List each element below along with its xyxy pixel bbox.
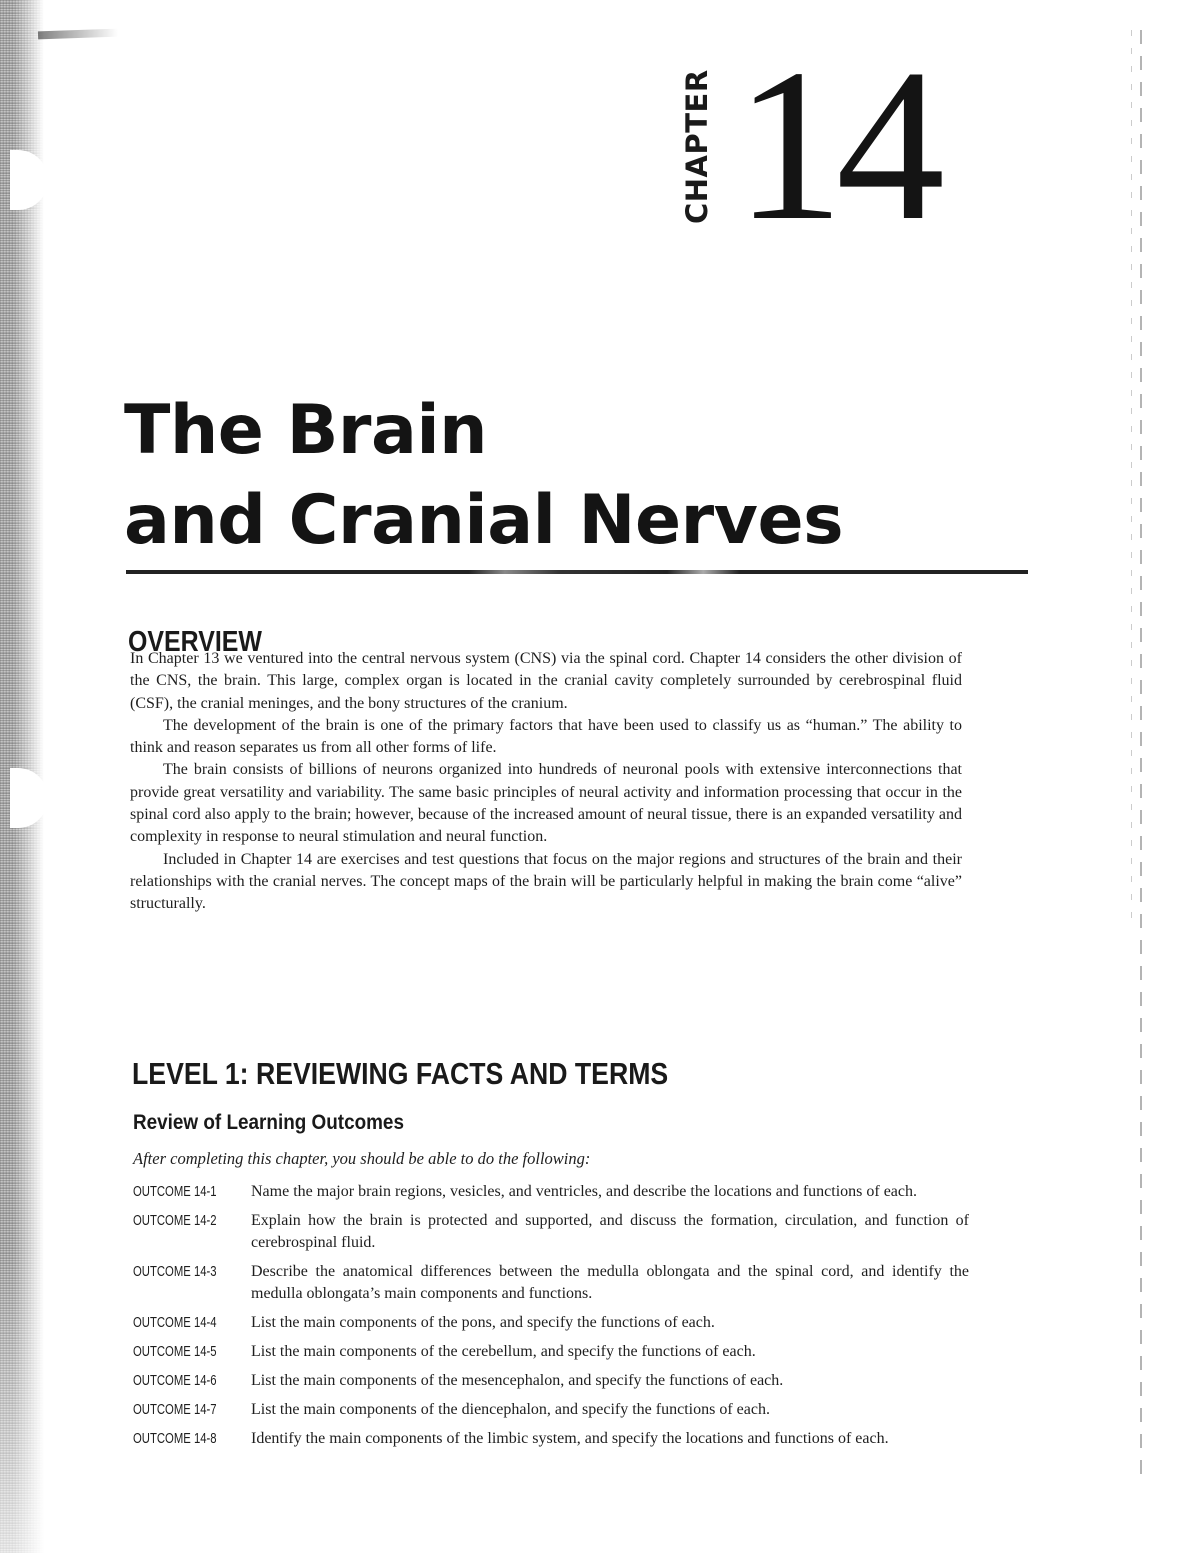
- review-outcomes-heading: Review of Learning Outcomes: [133, 1111, 404, 1134]
- outcome-text: Name the major brain regions, vesicles, and ventricles, and describe the locations and functions of each.: [251, 1183, 917, 1200]
- outcome-text: List the main components of the pons, and specify the functions of each.: [251, 1314, 715, 1331]
- outcome-code: OUTCOME 14-4: [133, 1315, 217, 1331]
- scan-mark-top: [38, 29, 118, 40]
- outcome-code: OUTCOME 14-6: [133, 1373, 217, 1389]
- outcome-text: List the main components of the diencephalon, and specify the functions of each.: [251, 1401, 770, 1418]
- outcome-code: OUTCOME 14-8: [133, 1431, 217, 1447]
- outcome-item: [133, 1181, 969, 1203]
- overview-paragraph-1: In Chapter 13 we ventured into the central nervous system (CNS) via the spinal cord. Chapter 14 considers the other division of the CNS, the brain. This large, complex organ is located in the cranial cavity completely surrounded by cerebrospinal fluid (CSF), the cranial meninges, and the bony structures of the cranium.: [130, 650, 962, 712]
- outcome-item: [133, 1370, 969, 1392]
- outcome-item: [133, 1312, 969, 1334]
- outcomes-list: [133, 1181, 969, 1457]
- outcome-item: [133, 1261, 969, 1305]
- outcome-item: [133, 1341, 969, 1363]
- chapter-title-line-1: The Brain: [124, 391, 488, 470]
- outcome-code: OUTCOME 14-7: [133, 1402, 217, 1418]
- outcome-text: List the main components of the cerebellum, and specify the functions of each.: [251, 1343, 756, 1360]
- overview-paragraph-2: The development of the brain is one of the primary factors that have been used to classify us as “human.” The ability to think and reason separates us from all other forms of life.: [130, 716, 962, 757]
- outcome-item: [133, 1399, 969, 1421]
- outcome-item: [133, 1428, 969, 1450]
- outcome-code: OUTCOME 14-3: [133, 1264, 217, 1280]
- chapter-number: 14: [735, 25, 937, 266]
- outcome-text: Identify the main components of the limbic system, and specify the locations and functions of each.: [251, 1430, 889, 1447]
- outcome-code: OUTCOME 14-2: [133, 1213, 217, 1229]
- overview-body: [130, 648, 962, 916]
- level-1-heading: LEVEL 1: REVIEWING FACTS AND TERMS: [132, 1056, 669, 1091]
- chapter-label: CHAPTER: [680, 69, 714, 224]
- chapter-title: [124, 386, 843, 566]
- outcomes-intro: After completing this chapter, you should be able to do the following:: [133, 1149, 591, 1168]
- outcome-item: [133, 1210, 969, 1254]
- title-divider: [126, 570, 1028, 574]
- scan-edge-fade: [0, 1250, 44, 1553]
- outcome-text: Explain how the brain is protected and supported, and discuss the formation, circulation, and function of cerebrospinal fluid.: [251, 1212, 969, 1251]
- outcome-text: List the main components of the mesencephalon, and specify the functions of each.: [251, 1372, 784, 1389]
- chapter-title-line-2: and Cranial Nerves: [124, 481, 844, 560]
- overview-paragraph-4: Included in Chapter 14 are exercises and test questions that focus on the major regions and structures of the brain and their relationships with the cranial nerves. The concept maps of the brain will be particularly helpful in making the brain come “alive” structurally.: [130, 850, 962, 913]
- outcome-code: OUTCOME 14-5: [133, 1344, 217, 1360]
- scan-edge-right: [1140, 30, 1142, 1480]
- outcome-text: Describe the anatomical differences between the medulla oblongata and the spinal cord, and identify the medulla oblongata’s main components and functions.: [251, 1263, 969, 1302]
- overview-heading: OVERVIEW: [128, 626, 262, 658]
- outcome-code: OUTCOME 14-1: [133, 1184, 217, 1200]
- scan-edge-right-inner: [1131, 30, 1132, 930]
- overview-paragraph-3: The brain consists of billions of neurons organized into hundreds of neuronal pools with extensive interconnections that provide great versatility and variability. The same basic principles of neural activity and information processing that occur in the spinal cord also apply to the brain; however, because of the increased amount of neural tissue, there is an expanded versatility and complexity in response to neural stimulation and neural function.: [130, 761, 962, 846]
